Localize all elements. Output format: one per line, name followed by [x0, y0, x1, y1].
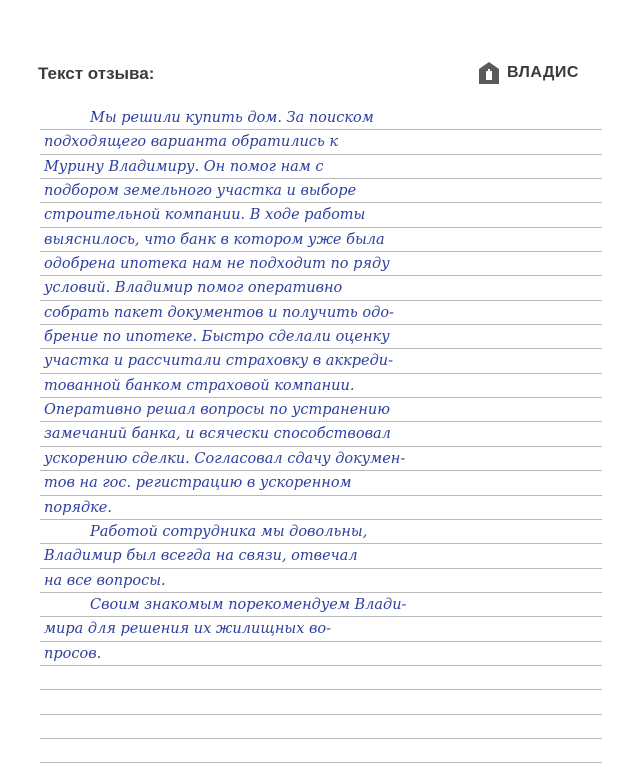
review-line-text: ускорению сделки. Согласовал сдачу докумен-: [44, 450, 406, 467]
review-line: [40, 325, 602, 349]
review-line: [40, 739, 602, 763]
review-line-text: подходящего варианта обратились к: [44, 134, 339, 151]
review-line: [40, 642, 602, 666]
review-line: [40, 349, 602, 373]
review-title: Текст отзыва:: [38, 64, 155, 83]
review-line-text: Работой сотрудника мы довольны,: [90, 523, 368, 540]
review-line-text: подбором земельного участка и выборе: [44, 183, 357, 200]
review-line: [40, 398, 602, 422]
review-line-text: одобрена ипотека нам не подходит по ряду: [44, 256, 390, 273]
review-line: [40, 301, 602, 325]
review-line-text: Мы решили купить дом. За поиском: [90, 110, 374, 126]
review-line: [40, 422, 602, 446]
review-line: [40, 106, 602, 130]
review-line-text: тованной банком страховой компании.: [44, 377, 355, 394]
review-line: [40, 276, 602, 300]
review-line: [40, 155, 602, 179]
review-line-text: собрать пакет документов и получить одо-: [44, 304, 394, 321]
review-line: [40, 520, 602, 544]
house-icon: [478, 61, 500, 85]
brand-logo: [478, 60, 579, 86]
review-line: [40, 374, 602, 398]
review-line-text: условий. Владимир помог оперативно: [44, 280, 343, 297]
review-line: [40, 690, 602, 714]
review-line: [40, 130, 602, 154]
review-line: [40, 569, 602, 593]
review-line: [40, 617, 602, 641]
review-line-text: Оперативно решал вопросы по устранению: [44, 402, 390, 419]
review-line-text: замечаний банка, и всячески способствовал: [44, 426, 391, 443]
review-line-text: Мурину Владимиру. Он помог нам с: [44, 158, 324, 175]
review-line: [40, 203, 602, 227]
review-line: [40, 496, 602, 520]
review-line-text: тов на гос. регистрацию в ускоренном: [44, 475, 352, 492]
review-line: [40, 447, 602, 471]
review-line-text: участка и рассчитали страховку в аккреди-: [44, 353, 394, 370]
review-line: [40, 666, 602, 690]
review-line: [40, 228, 602, 252]
review-line: [40, 252, 602, 276]
review-line-text: порядке.: [44, 499, 112, 516]
review-line-text: брение по ипотеке. Быстро сделали оценку: [44, 329, 390, 346]
review-line: [40, 471, 602, 495]
review-line-text: просов.: [44, 645, 102, 662]
review-line: [40, 544, 602, 568]
review-line-text: выяснилось, что банк в котором уже была: [44, 231, 385, 248]
review-line-text: мира для решения их жилищных во-: [44, 621, 332, 638]
review-line-text: Владимир был всегда на связи, отвечал: [44, 548, 358, 565]
review-line-text: на все вопросы.: [44, 572, 166, 589]
review-line: [40, 715, 602, 739]
review-line: [40, 179, 602, 203]
review-line-text: Своим знакомым порекомендуем Влади-: [90, 596, 407, 613]
review-header: [0, 0, 624, 100]
handwritten-review: [40, 106, 602, 763]
review-line-text: строительной компании. В ходе работы: [44, 207, 366, 224]
brand-name: ВЛАДИС: [507, 64, 579, 81]
review-line: [40, 593, 602, 617]
